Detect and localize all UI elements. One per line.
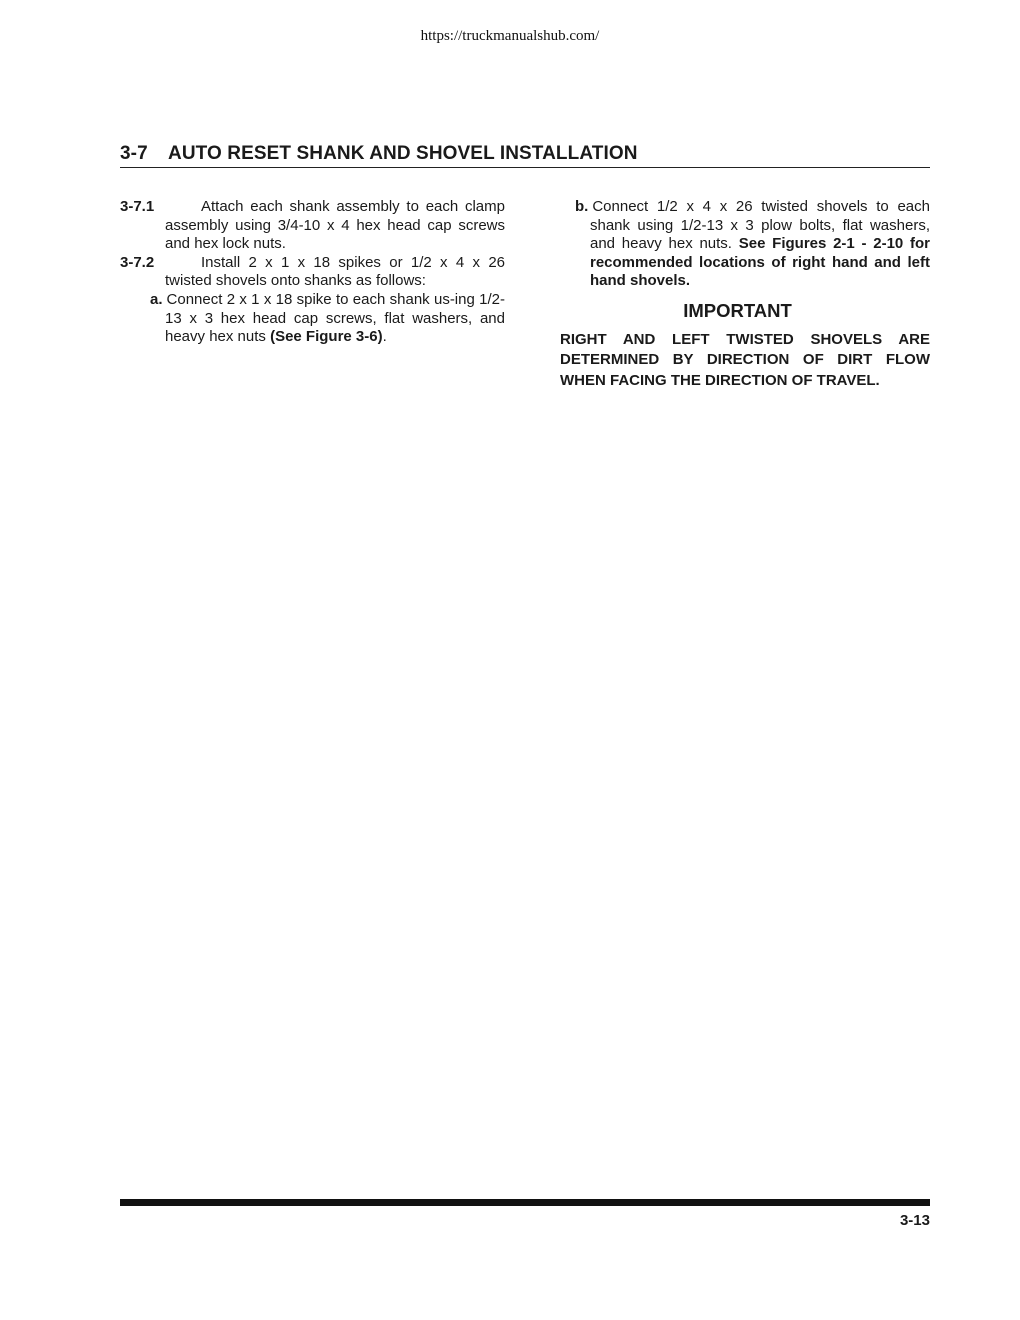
section-title-text: AUTO RESET SHANK AND SHOVEL INSTALLATION [168,143,638,164]
substep-text: Connect 1/2 x 4 x 26 twisted shovels to each shank using 1/2-13 x 3 plow bolts, flat washers, and heavy hex nuts. [590,198,930,253]
important-heading: IMPORTANT [683,299,792,321]
figure-reference: See Figures 2-1 - 2-10 for recommended locations of right hand and left hand shovels. [590,235,930,290]
left-column [120,198,505,347]
substep-letter: a. [150,290,163,308]
figure-reference: (See Figure 3-6) [270,328,383,346]
section-title [120,143,930,168]
step-3-7-2 [120,254,505,291]
substep-text: Connect 2 x 1 x 18 spike to each shank us-ing 1/2-13 x 3 hex head cap screws, flat washers, and heavy hex nuts [165,290,505,346]
step-3-7-1 [120,198,505,254]
section-number: 3-7 [120,143,148,164]
substep-letter: b. [575,198,589,215]
step-text: Attach each shank assembly to each clamp assembly using 3/4-10 x 4 hex head cap screws and hex lock nuts. [165,198,505,253]
substep-tail: . [382,328,387,346]
right-column [560,198,930,391]
step-text: Install 2 x 1 x 18 spikes or 1/2 x 4 x 26 twisted shovels onto shanks as follows: [165,253,505,290]
step-number: 3-7.1 [120,198,155,215]
footer-rule [120,1199,930,1206]
step-number: 3-7.2 [120,253,155,271]
substep-b [560,198,930,291]
page-number: 3-13 [899,1212,930,1229]
substep-a [120,291,505,347]
page-url-header: https://truckmanualshub.com/ [420,28,600,44]
important-notice: RIGHT AND LEFT TWISTED SHOVELS ARE DETERMINED BY DIRECTION OF DIRT FLOW WHEN FACING THE DIRECTION OF TRAVEL. [560,330,930,389]
